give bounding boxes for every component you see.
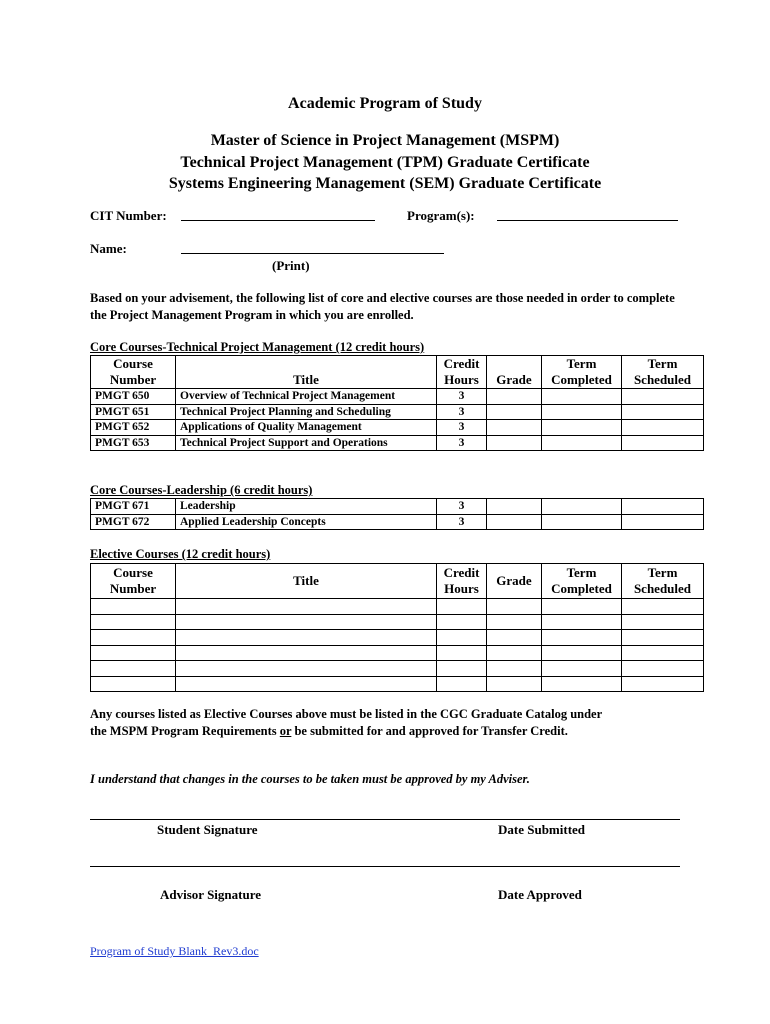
term-scheduled-cell[interactable] xyxy=(622,630,704,646)
course-title: Overview of Technical Project Management xyxy=(176,389,437,405)
table-header-row xyxy=(91,356,704,389)
grade-cell[interactable] xyxy=(487,630,542,646)
table-row xyxy=(91,676,704,692)
elective-number-cell[interactable] xyxy=(91,645,176,661)
elective-credits-cell[interactable] xyxy=(437,676,487,692)
table-row xyxy=(91,435,704,451)
course-title: Applications of Quality Management xyxy=(176,420,437,436)
course-title: Applied Leadership Concepts xyxy=(176,514,437,530)
col-title: Title xyxy=(176,564,437,599)
term-completed-cell[interactable] xyxy=(542,420,622,436)
electives-heading: Elective Courses (12 credit hours) xyxy=(90,547,271,561)
elective-note-line1: Any courses listed as Elective Courses above must be listed in the CGC Graduate Catalog under xyxy=(90,707,603,721)
elective-title-cell[interactable] xyxy=(176,599,437,615)
elective-title-cell[interactable] xyxy=(176,645,437,661)
grade-cell[interactable] xyxy=(487,661,542,677)
table-row xyxy=(91,404,704,420)
term-scheduled-cell[interactable] xyxy=(622,676,704,692)
term-completed-cell[interactable] xyxy=(542,514,622,530)
grade-cell[interactable] xyxy=(487,614,542,630)
table-header-row xyxy=(91,564,704,599)
term-completed-cell[interactable] xyxy=(542,676,622,692)
elective-credits-cell[interactable] xyxy=(437,630,487,646)
table-row xyxy=(91,645,704,661)
term-scheduled-cell[interactable] xyxy=(622,514,704,530)
elective-title-cell[interactable] xyxy=(176,630,437,646)
intro-paragraph: Based on your advisement, the following list of core and elective courses are those needed in order to complete the Project Management Program in which you are enrolled. xyxy=(90,291,675,322)
advisor-signature-line[interactable] xyxy=(90,866,680,867)
term-scheduled-cell[interactable] xyxy=(622,614,704,630)
grade-cell[interactable] xyxy=(487,404,542,420)
program-tpm: Technical Project Management (TPM) Graduate Certificate xyxy=(180,153,590,171)
table-row xyxy=(91,661,704,677)
elective-credits-cell[interactable] xyxy=(437,661,487,677)
term-scheduled-cell[interactable] xyxy=(622,435,704,451)
date-approved-label: Date Approved xyxy=(498,887,582,902)
term-completed-cell[interactable] xyxy=(542,435,622,451)
term-scheduled-cell[interactable] xyxy=(622,420,704,436)
elective-number-cell[interactable] xyxy=(91,676,176,692)
programs-label: Program(s): xyxy=(407,208,475,223)
document-filename-link[interactable]: Program of Study Blank_Rev3.doc xyxy=(90,944,259,958)
elective-credits-cell[interactable] xyxy=(437,645,487,661)
programs-field[interactable] xyxy=(497,210,678,221)
cit-number-label: CIT Number: xyxy=(90,208,167,223)
col-credit-hours: Credit Hours xyxy=(437,564,487,599)
core-tpm-heading: Core Courses-Technical Project Management (12 credit hours) xyxy=(90,340,425,354)
name-label: Name: xyxy=(90,241,127,256)
elective-number-cell[interactable] xyxy=(91,630,176,646)
course-credits: 3 xyxy=(437,404,487,420)
term-completed-cell[interactable] xyxy=(542,630,622,646)
col-term-scheduled: Term Scheduled xyxy=(622,356,704,389)
elective-credits-cell[interactable] xyxy=(437,599,487,615)
table-row xyxy=(91,614,704,630)
table-row xyxy=(91,514,704,530)
cit-number-field[interactable] xyxy=(181,210,375,221)
col-course-number: Course Number xyxy=(91,356,176,389)
table-row xyxy=(91,599,704,615)
print-hint: (Print) xyxy=(272,258,310,273)
term-scheduled-cell[interactable] xyxy=(622,499,704,515)
col-grade: Grade xyxy=(487,564,542,599)
elective-number-cell[interactable] xyxy=(91,614,176,630)
col-grade: Grade xyxy=(487,356,542,389)
elective-number-cell[interactable] xyxy=(91,599,176,615)
term-completed-cell[interactable] xyxy=(542,614,622,630)
grade-cell[interactable] xyxy=(487,514,542,530)
course-title: Technical Project Planning and Scheduling xyxy=(176,404,437,420)
term-completed-cell[interactable] xyxy=(542,404,622,420)
course-credits: 3 xyxy=(437,420,487,436)
col-credit-hours: Credit Hours xyxy=(437,356,487,389)
advisor-signature-label: Advisor Signature xyxy=(160,887,262,902)
course-credits: 3 xyxy=(437,499,487,515)
term-completed-cell[interactable] xyxy=(542,661,622,677)
elective-note-or: or xyxy=(279,724,292,738)
elective-title-cell[interactable] xyxy=(176,661,437,677)
elective-note-post: be submitted for and approved for Transfer Credit. xyxy=(291,724,568,738)
elective-number-cell[interactable] xyxy=(91,661,176,677)
term-scheduled-cell[interactable] xyxy=(622,599,704,615)
grade-cell[interactable] xyxy=(487,599,542,615)
elective-title-cell[interactable] xyxy=(176,614,437,630)
elective-note-pre: the MSPM Program Requirements xyxy=(90,724,280,738)
core-tpm-table xyxy=(90,355,704,451)
course-number: PMGT 653 xyxy=(91,435,176,451)
date-submitted-label: Date Submitted xyxy=(498,822,586,837)
col-course-number: Course Number xyxy=(91,564,176,599)
term-completed-cell[interactable] xyxy=(542,389,622,405)
elective-note-line2 xyxy=(90,724,568,739)
program-sem: Systems Engineering Management (SEM) Graduate Certificate xyxy=(168,175,602,192)
electives-table xyxy=(90,563,704,692)
grade-cell[interactable] xyxy=(487,420,542,436)
name-field[interactable] xyxy=(181,243,444,254)
grade-cell[interactable] xyxy=(487,645,542,661)
course-number: PMGT 671 xyxy=(91,499,176,515)
course-title: Technical Project Support and Operations xyxy=(176,435,437,451)
table-row xyxy=(91,630,704,646)
col-term-scheduled: Term Scheduled xyxy=(622,564,704,599)
course-title: Leadership xyxy=(176,499,437,515)
core-leadership-table xyxy=(90,498,704,530)
term-scheduled-cell[interactable] xyxy=(622,404,704,420)
page-title: Academic Program of Study xyxy=(288,95,482,112)
elective-title-cell[interactable] xyxy=(176,676,437,692)
course-number: PMGT 672 xyxy=(91,514,176,530)
grade-cell[interactable] xyxy=(487,499,542,515)
elective-credits-cell[interactable] xyxy=(437,614,487,630)
course-number: PMGT 651 xyxy=(91,404,176,420)
table-row xyxy=(91,420,704,436)
table-row xyxy=(91,499,704,515)
term-scheduled-cell[interactable] xyxy=(622,389,704,405)
student-signature-line[interactable] xyxy=(90,819,680,820)
term-completed-cell[interactable] xyxy=(542,499,622,515)
term-completed-cell[interactable] xyxy=(542,599,622,615)
course-credits: 3 xyxy=(437,435,487,451)
program-mspm: Master of Science in Project Management (MSPM) xyxy=(210,132,560,149)
grade-cell[interactable] xyxy=(487,389,542,405)
course-number: PMGT 652 xyxy=(91,420,176,436)
grade-cell[interactable] xyxy=(487,435,542,451)
term-scheduled-cell[interactable] xyxy=(622,645,704,661)
col-title: Title xyxy=(176,356,437,389)
col-term-completed: Term Completed xyxy=(542,564,622,599)
table-row xyxy=(91,389,704,405)
col-term-completed: Term Completed xyxy=(542,356,622,389)
term-scheduled-cell[interactable] xyxy=(622,661,704,677)
adviser-acknowledgement: I understand that changes in the courses to be taken must be approved by my Adviser. xyxy=(90,772,530,786)
grade-cell[interactable] xyxy=(487,676,542,692)
term-completed-cell[interactable] xyxy=(542,645,622,661)
student-signature-label: Student Signature xyxy=(157,822,258,837)
program-list xyxy=(0,130,770,195)
course-number: PMGT 650 xyxy=(91,389,176,405)
course-credits: 3 xyxy=(437,514,487,530)
course-credits: 3 xyxy=(437,389,487,405)
core-leadership-heading: Core Courses-Leadership (6 credit hours) xyxy=(90,483,313,497)
